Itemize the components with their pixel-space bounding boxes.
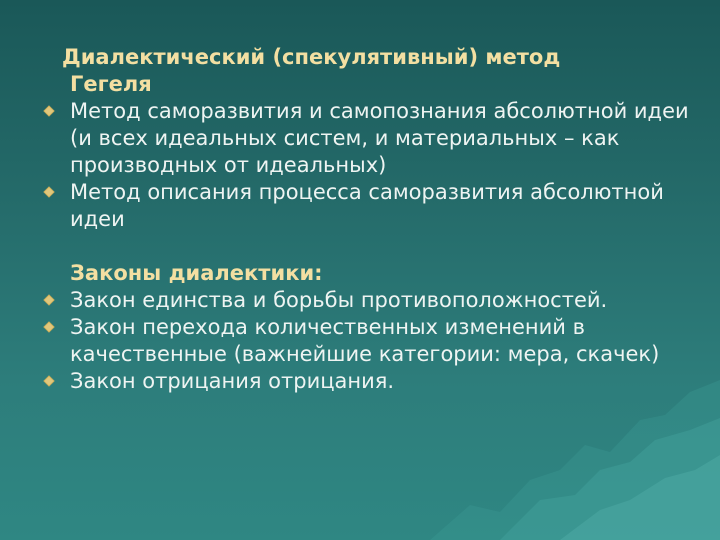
slide-content <box>44 44 704 395</box>
bullet-text: Метод саморазвития и самопознания абсолютной идеи (и всех идеальных систем, и материальных – как производных от идеальных) <box>70 99 689 177</box>
diamond-bullet-icon <box>43 321 54 332</box>
list-item <box>44 179 704 233</box>
list-item <box>44 368 704 395</box>
diamond-bullet-icon <box>43 186 54 197</box>
bullet-text: Метод описания процесса саморазвития абсолютной идеи <box>70 180 664 231</box>
bullet-text: Закон отрицания отрицания. <box>70 369 395 393</box>
bullet-text: Закон перехода количественных изменений в качественные (важнейшие категории: мера, скачек) <box>70 315 660 366</box>
bullet-text: Закон единства и борьбы противоположностей. <box>70 288 608 312</box>
heading-line-2: Гегеля <box>70 72 152 96</box>
list-item <box>44 98 704 179</box>
section-heading-laws: Законы диалектики: <box>70 261 323 285</box>
heading-line-1: Диалектический (спекулятивный) метод <box>62 45 561 69</box>
list-item <box>44 287 704 314</box>
section-heading-method <box>44 44 704 98</box>
diamond-bullet-icon <box>43 294 54 305</box>
diamond-bullet-icon <box>43 105 54 116</box>
list-item <box>44 314 704 368</box>
diamond-bullet-icon <box>43 375 54 386</box>
